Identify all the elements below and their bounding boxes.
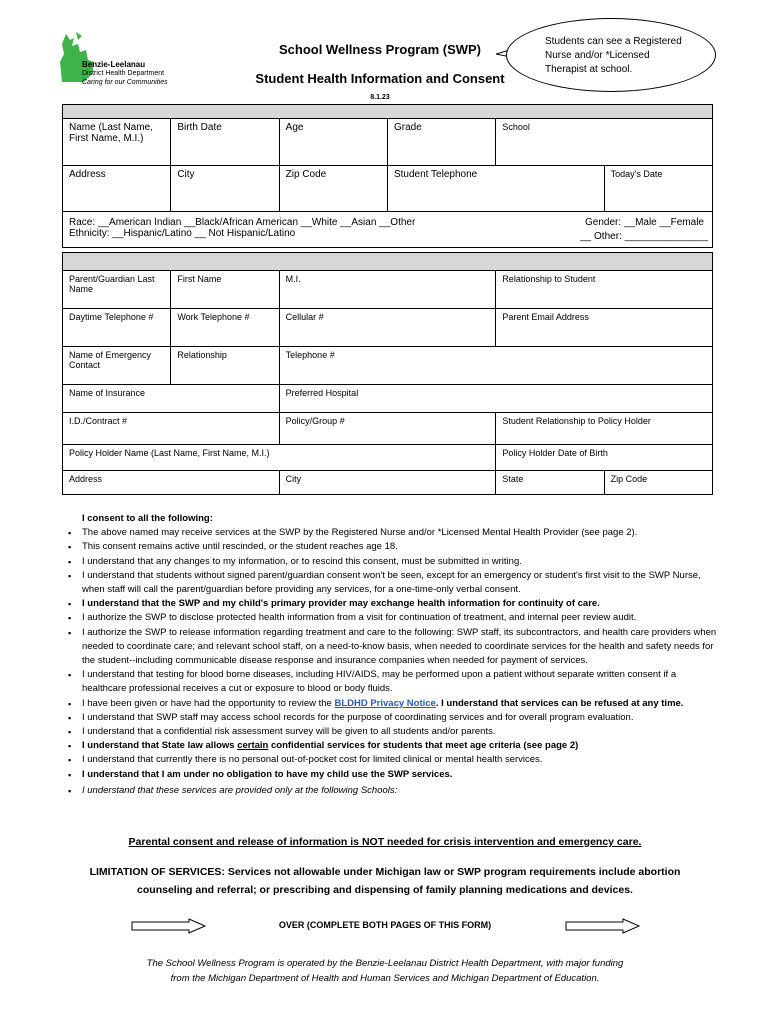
daytime-phone-field[interactable]: Daytime Telephone # xyxy=(63,309,171,347)
parent-last-name-field[interactable]: Parent/Guardian Last Name xyxy=(63,271,171,309)
address-field[interactable]: Address xyxy=(63,166,171,212)
list-item: ▪ I understand that these services are provided only at the following Schools: xyxy=(72,784,722,798)
age-field[interactable]: Age xyxy=(279,119,387,166)
logo-tagline: Caring for our Communities xyxy=(82,79,168,86)
holder-address-field[interactable]: Address xyxy=(63,471,280,495)
policy-group-field[interactable]: Policy/Group # xyxy=(279,413,496,445)
bubble-line-2: Nurse and/or *Licensed xyxy=(545,50,650,61)
emergency-phone-field[interactable]: Telephone # xyxy=(279,347,712,385)
race-options[interactable]: Race: __American Indian __Black/African American __White __Asian __Other xyxy=(69,217,416,228)
holder-zip-field[interactable]: Zip Code xyxy=(604,471,712,495)
city-field[interactable]: City xyxy=(171,166,279,212)
student-info-table xyxy=(62,104,713,248)
todays-date-field[interactable]: Today's Date xyxy=(604,166,712,212)
parent-info-table xyxy=(62,252,713,495)
logo-subtitle: District Health Department xyxy=(82,70,165,77)
list-item: ▪ I understand that the SWP and my child's primary provider may exchange health information for continuity of care. xyxy=(72,597,722,611)
footer-line-2: from the Michigan Department of Health and Human Services and Michigan Department of Education. xyxy=(170,973,600,984)
footer-line-1: The School Wellness Program is operated by the Benzie-Leelanau District Health Department, with major funding xyxy=(146,958,624,969)
logo xyxy=(58,32,178,88)
parent-mi-field[interactable]: M.I. xyxy=(279,271,496,309)
insurance-name-field[interactable]: Name of Insurance xyxy=(63,385,280,413)
form-title: School Wellness Program (SWP) xyxy=(278,42,482,57)
consent-heading: I consent to all the following: xyxy=(82,513,213,524)
zip-field[interactable]: Zip Code xyxy=(279,166,387,212)
list-item: ▪ I understand that a confidential risk assessment survey will be given to all students and/or parents. xyxy=(72,725,722,739)
parental-consent-note: Parental consent and release of information is NOT needed for crisis intervention and emergency care. xyxy=(128,836,642,848)
cell-phone-field[interactable]: Cellular # xyxy=(279,309,496,347)
student-telephone-field[interactable]: Student Telephone xyxy=(387,166,604,212)
ethnicity-options[interactable]: Ethnicity: __Hispanic/Latino __ Not Hispanic/Latino xyxy=(69,228,296,239)
demographics-row xyxy=(63,212,713,248)
emergency-contact-field[interactable]: Name of Emergency Contact xyxy=(63,347,171,385)
over-instruction: OVER (COMPLETE BOTH PAGES OF THIS FORM) xyxy=(278,920,492,930)
list-item: ▪ This consent remains active until rescinded, or the student reaches age 18. xyxy=(72,540,722,554)
emergency-relationship-field[interactable]: Relationship xyxy=(171,347,279,385)
shaded-bar-2 xyxy=(63,253,713,271)
form-subtitle: Student Health Information and Consent xyxy=(255,71,505,86)
birth-date-field[interactable]: Birth Date xyxy=(171,119,279,166)
speech-bubble xyxy=(506,18,716,92)
arrow-right-icon xyxy=(565,918,641,934)
list-item: ▪ I understand that any changes to my information, or to rescind this consent, must be submitted in writing. xyxy=(72,555,722,569)
school-field[interactable]: School xyxy=(496,119,713,166)
student-relationship-policy-field[interactable]: Student Relationship to Policy Holder xyxy=(496,413,713,445)
list-item: ▪ The above named may receive services at the SWP by the Registered Nurse and/or *Licensed Mental Health Provider (see page 2). xyxy=(72,526,722,540)
state-law-item: ▪ I understand that State law allows certain confidential services for students that meet age criteria (see page 2) xyxy=(72,739,722,753)
policy-holder-dob-field[interactable]: Policy Holder Date of Birth xyxy=(496,445,713,471)
list-item: ▪ I understand that testing for blood borne diseases, including HIV/AIDS, may be performed upon a patient without separate written consent if a healthcare professional receives a cut or exposure to blood or body fluids. xyxy=(72,668,722,696)
consent-section xyxy=(72,512,722,798)
privacy-notice-link[interactable]: BLDHD Privacy Notice xyxy=(334,697,436,709)
student-name-field[interactable]: Name (Last Name, First Name, M.I.) xyxy=(63,119,171,166)
list-item: ▪ I authorize the SWP to release information regarding treatment and care to the following: SWP staff, its subcontractors, and health care providers when needed to coordinate care; and relevant school staff, on a need-to-know basis, when needed to coordinate services for the health and safety needs for the student--including communicable disease response and insurance companies when needed for payment of services. xyxy=(72,626,722,669)
list-item: ▪ I understand that I am under no obligation to have my child use the SWP services. xyxy=(72,768,722,782)
consent-list xyxy=(72,526,722,798)
limitation-line-1: LIMITATION OF SERVICES: Services not allowable under Michigan law or SWP program requirements include abortion xyxy=(89,866,681,878)
bubble-line-1: Students can see a Registered xyxy=(545,36,682,47)
privacy-item: ▪ I have been given or have had the opportunity to review the BLDHD Privacy Notice. I understand that services can be refused at any time. xyxy=(72,697,722,711)
holder-state-field[interactable]: State xyxy=(496,471,604,495)
work-phone-field[interactable]: Work Telephone # xyxy=(171,309,279,347)
parent-first-name-field[interactable]: First Name xyxy=(171,271,279,309)
gender-options[interactable]: Gender: __Male __Female xyxy=(585,217,704,228)
parent-email-field[interactable]: Parent Email Address xyxy=(496,309,713,347)
policy-holder-name-field[interactable]: Policy Holder Name (Last Name, First Name, M.I.) xyxy=(63,445,496,471)
list-item: ▪ I understand that SWP staff may access school records for the purpose of coordinating services and for overall program evaluation. xyxy=(72,711,722,725)
grade-field[interactable]: Grade xyxy=(387,119,495,166)
shaded-bar xyxy=(63,105,713,119)
form-version: 8.1.23 xyxy=(370,94,390,101)
list-item: ▪ I understand that currently there is no personal out-of-pocket cost for limited clinical or mental health services. xyxy=(72,753,722,767)
logo-name: Benzie-Leelanau xyxy=(82,60,146,69)
contract-id-field[interactable]: I.D./Contract # xyxy=(63,413,280,445)
bubble-line-3: Therapist at school. xyxy=(545,64,633,75)
preferred-hospital-field[interactable]: Preferred Hospital xyxy=(279,385,712,413)
relationship-field[interactable]: Relationship to Student xyxy=(496,271,713,309)
limitation-line-2: counseling and referral; or prescribing and dispensing of family planning medications and devices. xyxy=(137,884,633,896)
gender-other[interactable]: __ Other: _______________ xyxy=(580,231,708,242)
list-item: ▪ I authorize the SWP to disclose protected health information from a visit for continuation of treatment, and internal peer review audit. xyxy=(72,611,722,625)
list-item: ▪ I understand that students without signed parent/guardian consent won't be seen, except for an emergency or student's first visit to the SWP Nurse, when staff will call the parent/guardian before providing any services, for a one-time-only verbal consent. xyxy=(72,569,722,597)
holder-city-field[interactable]: City xyxy=(279,471,496,495)
